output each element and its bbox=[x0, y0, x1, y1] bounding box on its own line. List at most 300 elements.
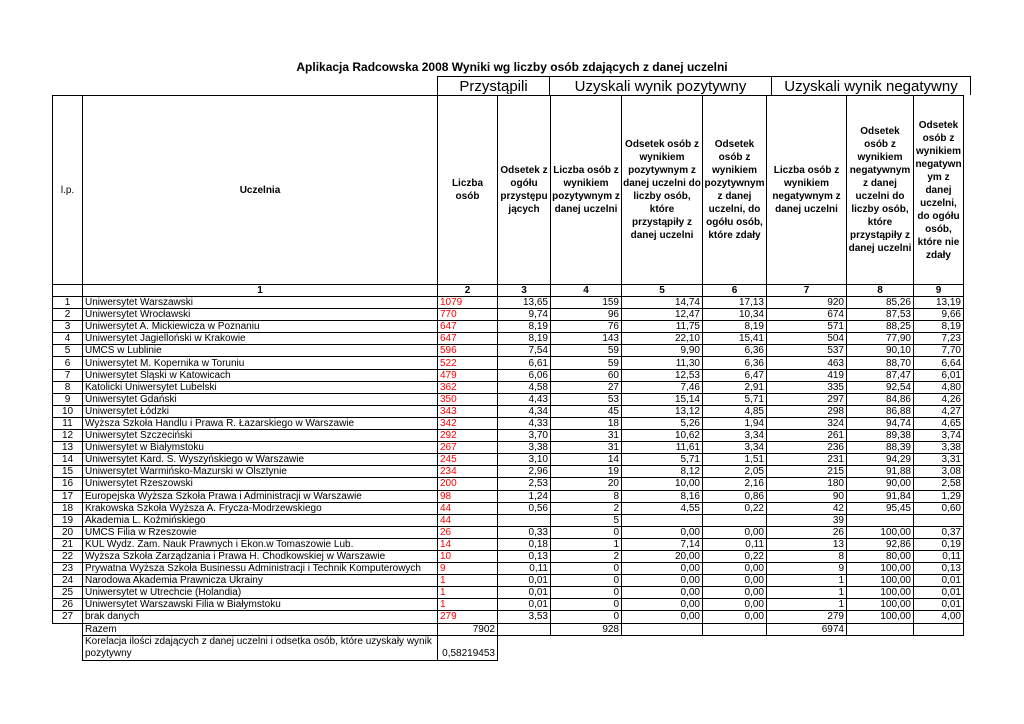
cell-lp: 18 bbox=[53, 502, 83, 514]
col-number: 8 bbox=[847, 285, 914, 297]
cell-c4: 20 bbox=[551, 478, 622, 490]
cell-lp: 20 bbox=[53, 526, 83, 538]
cell-c7: 537 bbox=[767, 345, 847, 357]
cell-name: Uniwersytet Łódzki bbox=[83, 405, 438, 417]
cell-c7: 42 bbox=[767, 502, 847, 514]
cell-lp: 22 bbox=[53, 550, 83, 562]
cell-c7: 674 bbox=[767, 309, 847, 321]
cell-c4: 0 bbox=[551, 563, 622, 575]
cell-c3: 0,33 bbox=[498, 526, 551, 538]
cell-c2: 362 bbox=[438, 381, 498, 393]
cell-c9: 0,37 bbox=[914, 526, 964, 538]
cell-c9: 3,38 bbox=[914, 442, 964, 454]
totals-empty bbox=[622, 623, 703, 635]
cell-c4: 0 bbox=[551, 526, 622, 538]
cell-lp: 11 bbox=[53, 417, 83, 429]
cell-c2: 1 bbox=[438, 587, 498, 599]
cell-c4: 1 bbox=[551, 538, 622, 550]
cell-c6: 15,41 bbox=[703, 333, 767, 345]
cell-c9: 4,80 bbox=[914, 381, 964, 393]
cell-c2: 1 bbox=[438, 575, 498, 587]
correlation-empty bbox=[53, 635, 83, 660]
cell-c5: 14,74 bbox=[622, 297, 703, 309]
cell-c3: 0,18 bbox=[498, 538, 551, 550]
cell-lp: 21 bbox=[53, 538, 83, 550]
cell-c6: 6,36 bbox=[703, 357, 767, 369]
header-c6: Odsetek osób z wynikiem pozytywnym z danej uczelni, do ogółu osób, które zdały bbox=[703, 96, 767, 285]
cell-c5: 10,62 bbox=[622, 430, 703, 442]
cell-c7: 90 bbox=[767, 490, 847, 502]
cell-c7: 463 bbox=[767, 357, 847, 369]
cell-c9: 9,66 bbox=[914, 309, 964, 321]
totals-label: Razem bbox=[83, 623, 438, 635]
cell-c6: 2,91 bbox=[703, 381, 767, 393]
cell-c5: 20,00 bbox=[622, 550, 703, 562]
cell-c3: 0,56 bbox=[498, 502, 551, 514]
cell-c3: 0,01 bbox=[498, 587, 551, 599]
cell-c4: 45 bbox=[551, 405, 622, 417]
cell-c9: 7,23 bbox=[914, 333, 964, 345]
cell-c6: 17,13 bbox=[703, 297, 767, 309]
cell-lp: 13 bbox=[53, 442, 83, 454]
cell-lp: 25 bbox=[53, 587, 83, 599]
totals-empty bbox=[847, 623, 914, 635]
cell-name: Uniwersytet Kard. S. Wyszyńskiego w Warszawie bbox=[83, 454, 438, 466]
cell-c2: 279 bbox=[438, 611, 498, 623]
correlation-empty bbox=[551, 635, 622, 660]
cell-c7: 39 bbox=[767, 514, 847, 526]
cell-c5: 0,00 bbox=[622, 587, 703, 599]
cell-c8: 92,86 bbox=[847, 538, 914, 550]
cell-c2: 647 bbox=[438, 321, 498, 333]
cell-c9: 1,29 bbox=[914, 490, 964, 502]
table-row bbox=[53, 357, 964, 369]
cell-c4: 2 bbox=[551, 550, 622, 562]
cell-c2: 770 bbox=[438, 309, 498, 321]
cell-c2: 14 bbox=[438, 538, 498, 550]
cell-c9: 3,74 bbox=[914, 430, 964, 442]
cell-c4: 0 bbox=[551, 611, 622, 623]
table-row bbox=[53, 563, 964, 575]
cell-c8: 100,00 bbox=[847, 611, 914, 623]
cell-name: Wyższa Szkoła Handlu i Prawa R. Łazarskiego w Warszawie bbox=[83, 417, 438, 429]
cell-name: Katolicki Uniwersytet Lubelski bbox=[83, 381, 438, 393]
table-row bbox=[53, 417, 964, 429]
cell-c7: 215 bbox=[767, 466, 847, 478]
cell-c9: 4,27 bbox=[914, 405, 964, 417]
cell-c5: 11,30 bbox=[622, 357, 703, 369]
cell-c2: 26 bbox=[438, 526, 498, 538]
results-table bbox=[52, 95, 964, 661]
cell-c5: 4,55 bbox=[622, 502, 703, 514]
cell-c9: 4,00 bbox=[914, 611, 964, 623]
header-lp: l.p. bbox=[53, 96, 83, 285]
cell-c4: 2 bbox=[551, 502, 622, 514]
cell-lp: 1 bbox=[53, 297, 83, 309]
cell-c2: 342 bbox=[438, 417, 498, 429]
totals-empty bbox=[703, 623, 767, 635]
table-row bbox=[53, 502, 964, 514]
cell-lp: 5 bbox=[53, 345, 83, 357]
table-row bbox=[53, 599, 964, 611]
cell-c9: 7,70 bbox=[914, 345, 964, 357]
table-row bbox=[53, 526, 964, 538]
cell-c5: 8,16 bbox=[622, 490, 703, 502]
cell-name: Uniwersytet M. Kopernika w Toruniu bbox=[83, 357, 438, 369]
cell-c6: 6,36 bbox=[703, 345, 767, 357]
cell-c9: 3,31 bbox=[914, 454, 964, 466]
group-negatywny: Uzyskali wynik negatywny bbox=[771, 76, 971, 95]
cell-lp: 26 bbox=[53, 599, 83, 611]
cell-c6 bbox=[703, 514, 767, 526]
cell-c3: 4,58 bbox=[498, 381, 551, 393]
header-c3: Odsetek z ogółu przystępu jących bbox=[498, 96, 551, 285]
cell-name: UMCS w Lublinie bbox=[83, 345, 438, 357]
cell-c6: 0,22 bbox=[703, 550, 767, 562]
cell-c5: 0,00 bbox=[622, 526, 703, 538]
cell-c5: 8,12 bbox=[622, 466, 703, 478]
cell-name: Uniwersytet Jagielloński w Krakowie bbox=[83, 333, 438, 345]
cell-c6: 0,11 bbox=[703, 538, 767, 550]
col-number: 1 bbox=[83, 285, 438, 297]
cell-c8: 100,00 bbox=[847, 563, 914, 575]
cell-name: Prywatna Wyższa Szkoła Businessu Administracji i Technik Komputerowych bbox=[83, 563, 438, 575]
table-row bbox=[53, 430, 964, 442]
cell-name: Uniwersytet Szczeciński bbox=[83, 430, 438, 442]
cell-c9: 0,13 bbox=[914, 563, 964, 575]
cell-c5: 0,00 bbox=[622, 563, 703, 575]
cell-c7: 13 bbox=[767, 538, 847, 550]
cell-c5: 12,53 bbox=[622, 369, 703, 381]
cell-c3: 6,61 bbox=[498, 357, 551, 369]
cell-c8: 86,88 bbox=[847, 405, 914, 417]
table-row bbox=[53, 442, 964, 454]
table-row bbox=[53, 587, 964, 599]
cell-name: Uniwersytet Rzeszowski bbox=[83, 478, 438, 490]
cell-lp: 16 bbox=[53, 478, 83, 490]
totals-c4: 928 bbox=[551, 623, 622, 635]
header-c9: Odsetek osób z wynikiem negatywn ym z danej uczelni, do ogółu osób, które nie zdały bbox=[914, 96, 964, 285]
correlation-empty bbox=[847, 635, 914, 660]
cell-c5: 5,26 bbox=[622, 417, 703, 429]
cell-c3: 2,53 bbox=[498, 478, 551, 490]
cell-lp: 12 bbox=[53, 430, 83, 442]
cell-c4: 5 bbox=[551, 514, 622, 526]
cell-c9: 3,08 bbox=[914, 466, 964, 478]
cell-c5: 0,00 bbox=[622, 575, 703, 587]
correlation-empty bbox=[498, 635, 551, 660]
cell-c8: 89,38 bbox=[847, 430, 914, 442]
cell-c8: 88,39 bbox=[847, 442, 914, 454]
totals-c2: 7902 bbox=[438, 623, 498, 635]
col-number: 4 bbox=[551, 285, 622, 297]
correlation-empty bbox=[703, 635, 767, 660]
header-c2: Liczba osób bbox=[438, 96, 498, 285]
table-row bbox=[53, 405, 964, 417]
header-c5: Odsetek osób z wynikiem pozytywnym z danej uczelni do liczby osób, które przystąpiły z danej uczelni bbox=[622, 96, 703, 285]
cell-c3: 3,70 bbox=[498, 430, 551, 442]
cell-c6: 0,86 bbox=[703, 490, 767, 502]
cell-c9: 0,60 bbox=[914, 502, 964, 514]
cell-c9: 4,65 bbox=[914, 417, 964, 429]
cell-c7: 279 bbox=[767, 611, 847, 623]
cell-c2: 44 bbox=[438, 514, 498, 526]
header-c4: Liczba osób z wynikiem pozytywnym z danej uczelni bbox=[551, 96, 622, 285]
cell-c3: 0,01 bbox=[498, 599, 551, 611]
cell-c2: 522 bbox=[438, 357, 498, 369]
cell-c8: 85,26 bbox=[847, 297, 914, 309]
table-row bbox=[53, 369, 964, 381]
cell-c2: 234 bbox=[438, 466, 498, 478]
cell-c3: 2,96 bbox=[498, 466, 551, 478]
cell-c4: 31 bbox=[551, 442, 622, 454]
table-row bbox=[53, 333, 964, 345]
correlation-empty bbox=[622, 635, 703, 660]
cell-name: Uniwersytet w Białymstoku bbox=[83, 442, 438, 454]
cell-lp: 14 bbox=[53, 454, 83, 466]
cell-c5: 7,14 bbox=[622, 538, 703, 550]
cell-c6: 2,05 bbox=[703, 466, 767, 478]
cell-c6: 0,00 bbox=[703, 563, 767, 575]
cell-c7: 9 bbox=[767, 563, 847, 575]
cell-c8: 91,88 bbox=[847, 466, 914, 478]
cell-c9: 0,01 bbox=[914, 575, 964, 587]
cell-c3: 1,24 bbox=[498, 490, 551, 502]
cell-c3: 8,19 bbox=[498, 321, 551, 333]
cell-c7: 324 bbox=[767, 417, 847, 429]
cell-c6: 0,00 bbox=[703, 599, 767, 611]
cell-lp: 2 bbox=[53, 309, 83, 321]
cell-c7: 180 bbox=[767, 478, 847, 490]
col-number: 3 bbox=[498, 285, 551, 297]
cell-lp: 9 bbox=[53, 393, 83, 405]
cell-c7: 261 bbox=[767, 430, 847, 442]
table-row bbox=[53, 575, 964, 587]
cell-c3: 6,06 bbox=[498, 369, 551, 381]
header-row bbox=[53, 96, 964, 285]
cell-c8: 80,00 bbox=[847, 550, 914, 562]
cell-lp: 27 bbox=[53, 611, 83, 623]
correlation-label: Korelacja ilości zdających z danej uczelni i odsetka osób, które uzyskały wynik pozytywny bbox=[83, 635, 438, 660]
cell-lp: 10 bbox=[53, 405, 83, 417]
cell-c7: 504 bbox=[767, 333, 847, 345]
cell-lp: 8 bbox=[53, 381, 83, 393]
cell-name: brak danych bbox=[83, 611, 438, 623]
cell-c8: 94,74 bbox=[847, 417, 914, 429]
cell-c9: 6,64 bbox=[914, 357, 964, 369]
cell-c4: 0 bbox=[551, 599, 622, 611]
cell-c4: 18 bbox=[551, 417, 622, 429]
cell-c6: 0,22 bbox=[703, 502, 767, 514]
table-row bbox=[53, 309, 964, 321]
cell-c3: 7,54 bbox=[498, 345, 551, 357]
correlation-value: 0,58219453 bbox=[438, 635, 498, 660]
cell-c6: 4,85 bbox=[703, 405, 767, 417]
cell-c9: 0,19 bbox=[914, 538, 964, 550]
group-przystapili: Przystąpili bbox=[437, 76, 550, 95]
cell-c4: 96 bbox=[551, 309, 622, 321]
cell-c7: 8 bbox=[767, 550, 847, 562]
cell-name: Wyższa Szkoła Zarządzania i Prawa H. Chodkowskiej w Warszawie bbox=[83, 550, 438, 562]
cell-c5: 7,46 bbox=[622, 381, 703, 393]
cell-name: Europejska Wyższa Szkoła Prawa i Administracji w Warszawie bbox=[83, 490, 438, 502]
totals-c7: 6974 bbox=[767, 623, 847, 635]
cell-c2: 44 bbox=[438, 502, 498, 514]
totals-empty bbox=[53, 623, 83, 635]
cell-lp: 7 bbox=[53, 369, 83, 381]
cell-c8: 100,00 bbox=[847, 587, 914, 599]
cell-c4: 59 bbox=[551, 357, 622, 369]
cell-c6: 3,34 bbox=[703, 430, 767, 442]
cell-name: Akademia L. Koźmińskiego bbox=[83, 514, 438, 526]
cell-c9: 0,01 bbox=[914, 599, 964, 611]
cell-lp: 15 bbox=[53, 466, 83, 478]
cell-c9: 0,11 bbox=[914, 550, 964, 562]
cell-lp: 17 bbox=[53, 490, 83, 502]
cell-c9: 0,01 bbox=[914, 587, 964, 599]
cell-c4: 60 bbox=[551, 369, 622, 381]
cell-c5: 11,61 bbox=[622, 442, 703, 454]
header-uczelnia: Uczelnia bbox=[83, 96, 438, 285]
col-number: 7 bbox=[767, 285, 847, 297]
cell-c2: 292 bbox=[438, 430, 498, 442]
cell-c9: 2,58 bbox=[914, 478, 964, 490]
table-row bbox=[53, 321, 964, 333]
cell-c2: 9 bbox=[438, 563, 498, 575]
table-row bbox=[53, 490, 964, 502]
cell-c2: 1079 bbox=[438, 297, 498, 309]
cell-c4: 0 bbox=[551, 575, 622, 587]
header-c7: Liczba osób z wynikiem negatywnym z danej uczelni bbox=[767, 96, 847, 285]
cell-lp: 19 bbox=[53, 514, 83, 526]
correlation-row bbox=[53, 635, 964, 660]
correlation-empty bbox=[767, 635, 847, 660]
cell-c4: 31 bbox=[551, 430, 622, 442]
cell-c4: 159 bbox=[551, 297, 622, 309]
cell-lp: 6 bbox=[53, 357, 83, 369]
cell-c8: 90,10 bbox=[847, 345, 914, 357]
cell-c8: 90,00 bbox=[847, 478, 914, 490]
cell-name: UMCS Filia w Rzeszowie bbox=[83, 526, 438, 538]
cell-lp: 24 bbox=[53, 575, 83, 587]
cell-c2: 479 bbox=[438, 369, 498, 381]
cell-c4: 14 bbox=[551, 454, 622, 466]
cell-c5: 11,75 bbox=[622, 321, 703, 333]
cell-c8: 100,00 bbox=[847, 575, 914, 587]
table-row bbox=[53, 297, 964, 309]
cell-c6: 3,34 bbox=[703, 442, 767, 454]
table-row bbox=[53, 478, 964, 490]
cell-c8: 77,90 bbox=[847, 333, 914, 345]
table-row bbox=[53, 393, 964, 405]
cell-c9: 4,26 bbox=[914, 393, 964, 405]
cell-c3: 4,34 bbox=[498, 405, 551, 417]
cell-c7: 297 bbox=[767, 393, 847, 405]
cell-name: Narodowa Akademia Prawnicza Ukrainy bbox=[83, 575, 438, 587]
cell-c5 bbox=[622, 514, 703, 526]
cell-c8: 100,00 bbox=[847, 599, 914, 611]
cell-c7: 571 bbox=[767, 321, 847, 333]
cell-c9 bbox=[914, 514, 964, 526]
cell-c5: 9,90 bbox=[622, 345, 703, 357]
cell-c5: 0,00 bbox=[622, 611, 703, 623]
cell-c3: 9,74 bbox=[498, 309, 551, 321]
table-row bbox=[53, 466, 964, 478]
table-row bbox=[53, 345, 964, 357]
cell-c5: 10,00 bbox=[622, 478, 703, 490]
cell-name: Krakowska Szkoła Wyższa A. Frycza-Modrzewskiego bbox=[83, 502, 438, 514]
table-row bbox=[53, 514, 964, 526]
cell-c2: 10 bbox=[438, 550, 498, 562]
cell-lp: 4 bbox=[53, 333, 83, 345]
cell-lp: 23 bbox=[53, 563, 83, 575]
cell-c5: 13,12 bbox=[622, 405, 703, 417]
totals-empty bbox=[498, 623, 551, 635]
cell-name: Uniwersytet Warmińsko-Mazurski w Olsztynie bbox=[83, 466, 438, 478]
cell-c4: 53 bbox=[551, 393, 622, 405]
correlation-empty bbox=[914, 635, 964, 660]
cell-c5: 22,10 bbox=[622, 333, 703, 345]
cell-c4: 76 bbox=[551, 321, 622, 333]
header-c8: Odsetek osób z wynikiem negatywnym z danej uczelni do liczby osób, które przystąpiły z danej uczelni bbox=[847, 96, 914, 285]
cell-c8: 95,45 bbox=[847, 502, 914, 514]
cell-c8: 94,29 bbox=[847, 454, 914, 466]
cell-c2: 98 bbox=[438, 490, 498, 502]
cell-c4: 19 bbox=[551, 466, 622, 478]
cell-name: KUL Wydz. Zam. Nauk Prawnych i Ekon.w Tomaszowie Lub. bbox=[83, 538, 438, 550]
cell-c7: 298 bbox=[767, 405, 847, 417]
cell-c7: 419 bbox=[767, 369, 847, 381]
cell-c2: 245 bbox=[438, 454, 498, 466]
cell-name: Uniwersytet A. Mickiewicza w Poznaniu bbox=[83, 321, 438, 333]
cell-c7: 26 bbox=[767, 526, 847, 538]
cell-c5: 0,00 bbox=[622, 599, 703, 611]
cell-c8: 88,70 bbox=[847, 357, 914, 369]
cell-c9: 8,19 bbox=[914, 321, 964, 333]
cell-c3: 3,38 bbox=[498, 442, 551, 454]
cell-c4: 0 bbox=[551, 587, 622, 599]
cell-c3: 3,53 bbox=[498, 611, 551, 623]
cell-c6: 6,47 bbox=[703, 369, 767, 381]
cell-c6: 0,00 bbox=[703, 526, 767, 538]
cell-name: Uniwersytet Wrocławski bbox=[83, 309, 438, 321]
cell-c7: 1 bbox=[767, 599, 847, 611]
cell-name: Uniwersytet w Utrechcie (Holandia) bbox=[83, 587, 438, 599]
cell-c2: 647 bbox=[438, 333, 498, 345]
totals-empty bbox=[914, 623, 964, 635]
cell-c8 bbox=[847, 514, 914, 526]
cell-c2: 350 bbox=[438, 393, 498, 405]
cell-c8: 92,54 bbox=[847, 381, 914, 393]
cell-c6: 8,19 bbox=[703, 321, 767, 333]
cell-c3: 13,65 bbox=[498, 297, 551, 309]
cell-c7: 335 bbox=[767, 381, 847, 393]
cell-c8: 100,00 bbox=[847, 526, 914, 538]
cell-c8: 84,86 bbox=[847, 393, 914, 405]
table-row bbox=[53, 611, 964, 623]
cell-c6: 0,00 bbox=[703, 611, 767, 623]
cell-c6: 10,34 bbox=[703, 309, 767, 321]
cell-c8: 87,47 bbox=[847, 369, 914, 381]
cell-c2: 1 bbox=[438, 599, 498, 611]
cell-name: Uniwersytet Gdański bbox=[83, 393, 438, 405]
cell-c3: 0,13 bbox=[498, 550, 551, 562]
cell-lp: 3 bbox=[53, 321, 83, 333]
col-number: 9 bbox=[914, 285, 964, 297]
table-row bbox=[53, 538, 964, 550]
cell-c2: 200 bbox=[438, 478, 498, 490]
cell-c9: 6,01 bbox=[914, 369, 964, 381]
